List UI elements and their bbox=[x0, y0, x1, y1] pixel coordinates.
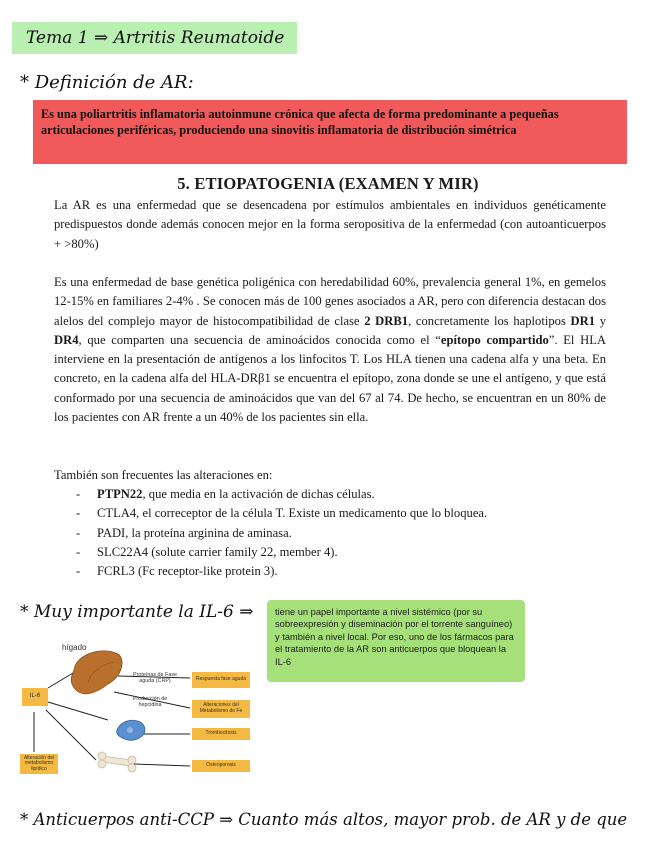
arrow-il6-bone bbox=[46, 710, 96, 760]
list-item bbox=[76, 524, 487, 543]
list-item bbox=[76, 562, 487, 581]
arrow-bone-osteo bbox=[134, 764, 190, 766]
list-item-text: PADI, la proteína arginina de aminasa. bbox=[97, 525, 292, 540]
genetics-text-5: ”. El HLA interviene en la presentación de antígenos a los linfocitos T. Los HLA tienen una cadena alfa y una beta. En concreto, en la cadena alfa del HLA-DRβ1 se encuentra el epítopo, zona donde se une el antígeno, y que está conformado por una secuencia de aminoácidos que van del 67 al 74. De hecho, se encuentran en un 80% de los pacientes con AR frente a un 40% de los pacientes sin ella. bbox=[54, 332, 606, 425]
list-item-text: FCRL3 (Fc receptor-like protein 3). bbox=[97, 564, 278, 579]
liver-icon bbox=[71, 651, 122, 694]
hepcidin-label: Producción de hepcidina bbox=[132, 696, 168, 708]
paragraph-alterations-intro: También son frecuentes las alteraciones en: bbox=[54, 468, 273, 482]
list-item-bold: PTPN22 bbox=[97, 487, 143, 501]
il6-note-box bbox=[267, 600, 525, 682]
iron-metabolism-box: Alteraciones del Metabolismo de Fe bbox=[192, 700, 250, 718]
genetics-text-3: y bbox=[595, 313, 607, 328]
acute-response-box: Respuesta fase aguda bbox=[192, 672, 250, 688]
topic-title-text: Tema 1 ⇒ Artritis Reumatoide bbox=[26, 28, 285, 48]
arrow-il6-cells bbox=[48, 702, 108, 720]
paragraph-intro: La AR es una enfermedad que se desencadena por estímulos ambientales en individuos genéticamente predispuestos donde además conocen mejor en la forma seropositiva de la enfermedad (con autoanticuerpos + >80%) bbox=[54, 198, 606, 251]
lipid-metabolism-box: Alteración del metabolismo lipídico bbox=[20, 754, 58, 774]
genetics-bold-dr4: DR4 bbox=[54, 332, 79, 347]
definition-box bbox=[33, 100, 627, 164]
list-item-text: CTLA4, el correceptor de la célula T. Existe un medicamento que lo bloquea. bbox=[97, 506, 488, 521]
bone-icon bbox=[98, 752, 136, 772]
osteoporosis-box: Osteoporosis bbox=[192, 760, 250, 772]
genetics-text-1: Es una enfermedad de base genética poligénica con heredabilidad 60%, prevalencia general 1%, en gemelos 12-15% en familiares 2-4% . Se conocen más de 100 genes asociados a AR, pero con diferencia destacan dos alelos del complejo mayor de histocompatibilidad de clase bbox=[54, 275, 606, 328]
genetics-text-4: , que comparten una secuencia de aminoácidos conocida como el “ bbox=[78, 332, 441, 347]
thrombocytosis-box: Trombocitosis bbox=[192, 728, 250, 740]
il6-heading: * Muy importante la IL-6 ⇒ bbox=[20, 602, 254, 622]
definition-text: Es una poliartritis inflamatoria autoinmune crónica que afecta de forma predominante a pequeñas articulaciones periféricas, produciendo una sinovitis inflamatoria de distribución simétrica bbox=[41, 107, 559, 137]
genetics-bold-epitope: epítopo compartido bbox=[440, 332, 549, 347]
list-item-text: , que media en la activación de dichas células. bbox=[142, 487, 375, 501]
list-item-text: SLC22A4 (solute carrier family 22, member 4). bbox=[97, 544, 338, 559]
section-title: 5. ETIOPATOGENIA (EXAMEN Y MIR) bbox=[177, 174, 479, 193]
anti-ccp-heading: * Anticuerpos anti-CCP ⇒ Cuanto más altos, mayor prob. de AR y de que bbox=[20, 810, 628, 829]
liver-label: hígado bbox=[62, 643, 87, 652]
il6-note-text: tiene un papel importante a nivel sistémico (por su sobreexpresión y diseminación por el torrente sanguíneo) y también a nivel local. Por eso, uno de los fármacos para el tratamiento de la AR son anticuerpos que bloquean la IL-6 bbox=[275, 607, 514, 667]
list-item bbox=[76, 543, 487, 562]
list-item bbox=[76, 485, 487, 504]
topic-title bbox=[12, 22, 297, 54]
paragraph-genetics bbox=[54, 273, 606, 427]
list-item bbox=[76, 504, 487, 523]
il6-diagram bbox=[18, 640, 262, 780]
genetics-bold-drb1: 2 DRB1 bbox=[364, 313, 409, 328]
acute-phase-proteins-label: Proteínas de Fase aguda (CRP) bbox=[132, 672, 178, 684]
il6-source-box: IL-6 bbox=[22, 688, 48, 706]
genetics-text-2: , concretamente los haplotipos bbox=[408, 313, 571, 328]
definition-heading: * Definición de AR: bbox=[20, 72, 194, 93]
alterations-list bbox=[76, 485, 487, 581]
genetics-bold-dr1: DR1 bbox=[570, 313, 596, 328]
